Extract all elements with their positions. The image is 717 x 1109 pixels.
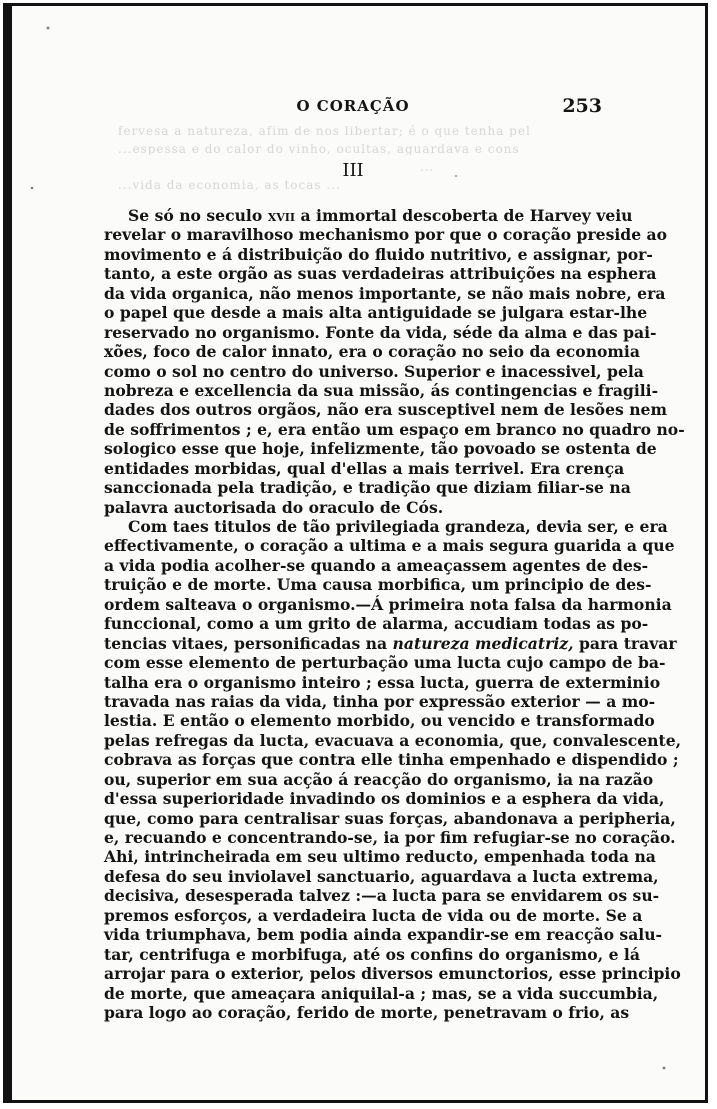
text-line [104,244,653,264]
text-run: da vida organica, não menos importante, se não mais nobre, era [104,283,666,303]
text-line [104,964,681,984]
text-run: a immortal descoberta de Harvey veiu [295,206,633,225]
text-run: vida triumphava, bem podia ainda expandir-se em reacção salu- [104,925,663,945]
text-run: para logo ao coração, ferido de morte, penetravam o frio, as [104,1002,630,1022]
text-line [104,614,649,634]
text-line [104,439,657,459]
text-run: com esse elemento de perturbação uma lucta cujo campo de ba- [104,653,666,673]
text-run: sologico esse que hoje, infelizmente, tão povoado se ostenta de [104,439,657,459]
text-line [104,808,676,828]
text-line [104,711,655,731]
text-run: Com taes titulos de tão privilegiada grandeza, devia ser, e era [128,517,668,536]
text-run: Ahi, intrincheirada em seu ultimo reducto, empenhada toda na [104,847,656,867]
text-line [104,905,643,925]
text-line [104,847,656,867]
text-line [104,866,659,886]
text-line [104,789,665,809]
text-run: truição e de morte. Uma causa morbifica, um principio de des- [104,575,652,595]
text-run: de morte, que ameaçara aniquilal-a ; mas, se a vida succumbia, [104,983,659,1003]
text-line [104,828,676,847]
text-line [104,206,633,225]
text-line [104,342,640,362]
text-run: Se só no seculo [128,206,268,225]
text-run: e, recuando e concentrando-se, ia por fim refugiar-se no coração. [104,828,676,847]
text-run: effectivamente, o coração a ultima e a mais segura guarida a que [104,536,675,556]
text-line [104,769,654,789]
text-run: para travar [573,633,677,653]
small-caps-run: xvii [267,206,296,225]
text-line [104,264,657,284]
text-run: como o sol no centro do universo. Superior e inacessivel, pela [104,361,644,381]
text-line [104,361,644,381]
text-run: entidades morbidas, qual d'ellas a mais terrivel. Era crença [104,458,625,478]
text-line [104,458,625,478]
text-run: a vida podia acolher-se quando a ameaçassem agentes de des- [104,555,649,575]
text-line [104,944,640,964]
text-run: tar, centrifuga e morbifuga, até os confins do organismo, e lá [104,944,640,964]
text-run: premos esforços, a verdadeira lucta de vida ou de morte. Se a [104,905,643,925]
bleed-through-line: ... [420,160,435,173]
text-line [104,653,666,673]
text-run: decisiva, desesperada talvez :—a lucta para se envidarem os su- [104,886,660,906]
text-run: talha era o organismo inteiro ; essa lucta, guerra de exterminio [104,672,661,692]
text-run: xões, foco de calor innato, era o coração no seio da economia [104,342,640,362]
text-line [104,555,649,575]
text-line [104,925,663,945]
text-line [104,691,656,711]
italic-run: natureza medicatriz, [392,633,574,653]
text-run: movimento e á distribuição do fluido nutritivo, e assignar, por- [104,244,653,264]
section-number: III [342,160,364,181]
text-run: lestia. E então o elemento morbido, ou vencido e transformado [104,711,655,731]
text-line [104,536,675,556]
text-line [104,1002,630,1022]
text-run: nobreza e excellencia da sua missão, ás contingencias e fragili- [104,380,659,400]
text-run: d'essa superioridade invadindo os dominios e a esphera da vida, [104,789,665,809]
text-run: tencias vitaes, personificadas na [104,633,393,653]
text-run: tanto, a este orgão as suas verdadeiras attribuições na esphera [104,264,657,284]
text-line [104,983,659,1003]
running-head [104,97,602,121]
text-run: funccional, como a um grito de alarma, accudiam todas as po- [104,614,649,634]
text-run: defesa do seu inviolavel sanctuario, aguardava a lucta extrema, [104,866,659,886]
text-line [104,498,602,517]
text-line [104,322,657,342]
text-line [104,380,659,400]
text-run: sanccionada pela tradição, e tradição que diziam filiar-se na [104,478,631,498]
running-head-title: O CORAÇÃO [296,97,410,115]
body-text [104,206,685,1022]
text-line [104,750,679,770]
text-line [104,303,648,323]
text-run: que, como para centralisar suas forças, abandonava a peripheria, [104,808,676,828]
text-line [104,886,660,906]
text-run: pelas refregas da lucta, evacuava a economia, que, convalescente, [104,730,682,750]
text-line [104,575,652,595]
bleed-through-line: ...espessa e do calor do vinho, ocultas, aguardava e cons [118,142,520,155]
text-line [104,517,668,536]
text-run: de soffrimentos ; e, era então um espaço em branco no quadro no- [104,419,685,439]
text-run: o papel que desde a mais alta antiguidade se julgara estar-lhe [104,303,648,323]
text-run: ou, superior em sua acção á reacção do organismo, ia na razão [104,769,654,789]
text-line [104,283,666,303]
text-run: cobrava as forças que contra elle tinha empenhado e dispendido ; [104,750,679,770]
text-run: reservado no organismo. Fonte da vida, séde da alma e das pai- [104,322,657,342]
text-line [104,633,677,653]
bleed-through-line: fervesa a natureza, afim de nos libertar; é o que tenha pel [118,124,531,137]
text-line [104,419,685,439]
text-line [104,478,631,498]
text-line [104,730,682,750]
text-line [104,594,672,614]
text-run: palavra auctorisada do oraculo de Cós. [104,497,444,517]
bleed-through-line: ...vida da economia, as tocas ... [118,178,341,191]
text-run: revelar o maravilhoso mechanismo por que o coração preside ao [104,225,668,245]
text-line [104,672,661,692]
text-line [104,225,668,245]
text-run: ordem salteava o organismo.—Á primeira nota falsa da harmonia [104,594,672,614]
page-number: 253 [562,95,602,117]
text-run: dades dos outros orgãos, não era susceptivel nem de lesões nem [104,400,667,420]
scan-edge-bar [3,3,12,1103]
text-run: arrojar para o exterior, pelos diversos emunctorios, esse principio [104,964,681,984]
text-run: travada nas raias da vida, tinha por expressão exterior — a mo- [104,691,656,711]
text-line [104,400,667,420]
